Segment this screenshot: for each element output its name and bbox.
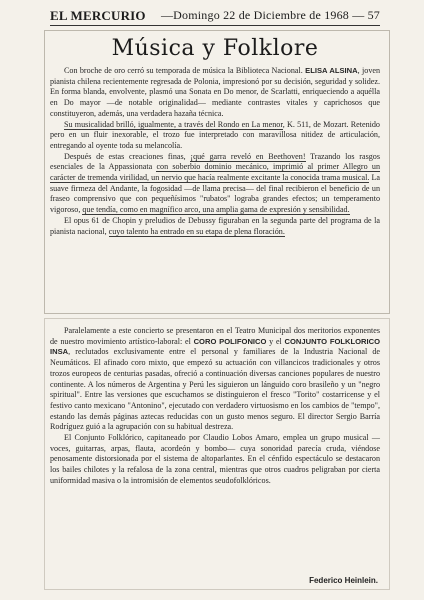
page-title: Música y Folklore [111,36,319,61]
text-run: , joven pianista chilena recientemente regresada de Polonia, impresionó por su decisión, seguridad y solidez. En forma blanda, envolvente, plasmó una Sonata en Do menor, de Scarlatti, enriqueciendo a aquélla en Do mayor —de notable originalidad— mediante contrastes vitales y caprichosos que constituyeron, además, una verdadera hazaña técnica. [50,66,381,118]
ensemble-name: CONJUNTO FOLKLORICO INSA [50,336,381,357]
issue-date: —Domingo 22 de Diciembre de 1968 — 57 [160,8,380,22]
ensemble-name: CORO POLIFONICO [193,336,267,346]
underlined-text: que tendía, como en magnífico arco, una amplia gama de expresión y sensibilidad. [82,205,350,215]
author-signature: Federico Heinlein. [309,576,378,585]
article-paragraph [50,326,380,433]
newspaper-masthead [50,8,380,24]
article-paragraph: El Conjunto Folklórico, capitaneado por Claudio Lobos Amaro, emplea un grupo musical —voces, guitarras, arpas, flauta, acordeón y bombo— cuya sonoridad parecía cruda, viéndose penosamente distorsionada por el sistema de altoparlantes. En el cénfido espectáculo se destacaron los bailes chilotes y la refalosa de la zona central, mientras que otros cuadros peligraban por cierta uniformidad masiva o la intromisión de elementos seudofolklóricos. [50,433,380,485]
underlined-text: Su musicalidad brilló, igualmente, a través del Rondo en La menor [64,119,283,129]
text-run: Paralelamente a este concierto se presentaron en el Teatro Municipal dos meritorios exponentes de nuestro movimiento artístico-laboral: el [50,326,380,346]
text-run: Trazando los rasgos esenciales de la Appassionata [50,151,380,172]
text-run: , K. 511, de Mozart. Retenido pero en un fluir inexorable, el trozo fue interpretado con maravillosa nitidez de articulación, entregando al oyente toda su melancolía. [50,119,380,150]
text-run: Con broche de oro cerró su temporada de música la Biblioteca Nacional. [64,66,306,75]
newspaper-name: EL MERCURIO [50,8,146,23]
text-run: y el [266,336,285,346]
text-run: La suave firmeza del Andante, la fogosidad —de llama precisa— del final recibieron el beneficio de un fraseo comprensivo que con pequeñísimos "rubatos" lograba grandes efectos; un temperamento vigoroso, [50,173,380,215]
masthead-rule [50,25,380,26]
text-run: , reclutados exclusivamente entre el personal y familiares de la Industria Nacional de Neumáticos. El afinado coro mixto, que empezó su actuación con villancicos tradicionales y otros trozos europeos de centurias pasadas, ofreció a continuación diversas canciones populares de nuestro continente. A los números de Argentina y Perú les siguieron un lánguido coro brasileño y un "negro spiritual". Entre las versiones que escuchamos se distinguieron el fresco "Torito" costarricense y el festivo canto mexicano "Antonino", ejecutado con verdadero virtuosismo en los cambios de "tempo", estando las demás páginas aztecas reducidas con un gusto menos seguro. El director Sergio Barría Rodríguez guió a la agrupación con su habitual destreza. [50,347,380,432]
text-run: Después de estas creaciones finas, [64,151,191,161]
underlined-text: ¡qué garra reveló en Beethoven! [190,151,306,161]
underlined-text: con soberbio dominio mecánico, imprimió al primer Allegro un carácter de tremenda virilidad, un nervio que hacía realmente excitante la conocida trama musical. [50,162,380,183]
article-paragraph [50,120,380,152]
article-choir-review [50,326,380,487]
text-run: El opus 61 de Chopin y preludios de Debussy figuraban en la segunda parte del programa de la pianista nacional, [50,215,380,236]
performer-name: ELISA ALSINA [305,66,358,75]
article-piano-review [50,66,380,237]
article-paragraph [50,152,380,216]
article-paragraph [50,66,380,120]
article-paragraph [50,216,380,237]
underlined-text: cuyo talento ha entrado en su etapa de plena floración. [108,226,285,236]
